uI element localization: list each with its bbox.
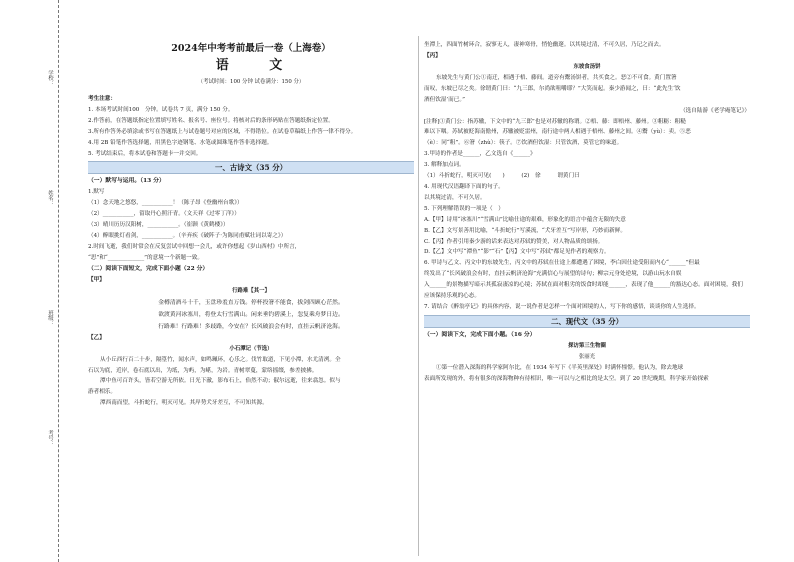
passage-marker: 【乙】	[88, 334, 105, 341]
article-author: 张丽光	[578, 353, 596, 360]
right-column	[424, 40, 750, 385]
question-text: （1）斗折蛇行，明灭可见( ) (2) 徐 谓黄门曰	[424, 173, 580, 180]
notice-heading: 考生注意：	[88, 96, 116, 102]
exam-meta: （考试时间：100 分钟 试卷满分：150 分）	[197, 79, 305, 85]
dictation-item: （2）___________，留取丹心照汗青。（文天祥《过零丁洋》）	[88, 211, 240, 218]
binding-label-id: 考号：	[47, 430, 53, 447]
notice-item: 5. 考试结束后，将本试卷和答题卡一并交回。	[88, 150, 202, 157]
binding-margin	[6, 0, 66, 562]
essay-line: 潭中鱼可百许头，皆若空游无所依。日光下澈，影布石上，佁然不动；俶尔远逝，往来翕忽。似与	[100, 378, 341, 385]
question-text: 以其境过清，不可久居。	[424, 194, 486, 201]
essay-line: 坐潭上，四面竹树环合，寂寥无人，凄神寒骨，悄怆幽邃。以其境过清，不可久居，乃记之而去。	[424, 42, 665, 48]
notice-item: 1. 本场考试时间100 分钟。试卷共 7 页，满分 150 分。	[88, 106, 234, 113]
question-text: 2.时间飞逝，我们时常会在反复尝试中回想一会儿，或许你想起《岁山西村》中所言，	[88, 243, 301, 250]
dictation-item: （3）晴川历历汉阳树，___________。（崔颢《黄鹤楼》）	[88, 222, 229, 229]
option-item: D.【乙】文中写“潭鱼”“影”“石”【丙】文中写“苏轼”都足见作者的观察力。	[424, 249, 610, 256]
essay-line: 石以为底，近岸，卷石底以出，为坻，为屿，为嵁，为岩。青树翠蔓，蒙络摇缀，参差披拂。	[88, 367, 318, 374]
poem-line: 金樽清酒斗十千，玉盘珍羞直万钱。停杯投箸不能食，拔剑四顾心茫然。	[158, 299, 344, 306]
notice-item: 4.用 2B 铅笔作答选择题，用黑色字迹钢笔、水笔或圆珠笔作答非选择题。	[88, 139, 273, 146]
question-text: 入______的景物描写暗示其孤寂凄凉的心境；苏轼在面对粗劣的饭食时却能______，表现了他______的豁达心态。面对困境，我们	[424, 282, 743, 289]
subject-title: 语 文	[215, 58, 301, 73]
note-line: 难以下咽。苏轼被贬海南儋州，苏辙被贬雷州，南行途中两人相遇于梧州、藤州之间。④鬻（yù）：卖。⑤恶	[424, 129, 691, 136]
poem-title: 行路难【其一】	[232, 287, 270, 294]
article-title: 探访第三生物圈	[568, 342, 606, 349]
question-text: 7. 请结合《醉翁亭记》的具体内容，说一说作者是怎样一个面对困境的人，写下你的感悟，谈谈你的人生选择。	[424, 303, 700, 310]
passage-line: 而叹，东坡已尽之矣。徐谓黄门曰：“九三郎，尔尚欲咀嚼耶？”大笑而起。秦少游闻之，曰：“此先生‘饮	[424, 85, 681, 92]
poem-line: 行路难！行路难！多歧路，今安在？长风破浪会有时，直挂云帆济沧海。	[158, 323, 344, 330]
binding-label-name: 姓名：	[47, 190, 53, 207]
question-text: 3. 解释加点词。	[424, 162, 465, 169]
note-line: [注释]①黄门公：指苏辙，下文中的“九三郎”也是对苏辙的称谓。②梧、藤：即梧州、藤州。③粗粝：粗糙	[424, 118, 686, 125]
dictation-item: （1）念天地之悠悠，___________！（陈子昂《登幽州台歌》）	[88, 200, 243, 207]
poem-line: 欲渡黄河冰塞川，将登太行雪满山。闲来垂钓碧溪上，忽复乘舟梦日边。	[158, 311, 344, 318]
binding-label-school: 学校：	[47, 70, 53, 87]
passage-source: （选自陆游《老学庵笔记》）	[680, 107, 750, 114]
question-text: “思”和“_____________”的意境一个新题一致。	[88, 254, 203, 261]
essay-line: 从小丘西行百二十步，隔篁竹，闻水声，如鸣珮环，心乐之。伐竹取道，下见小潭，水尤清冽。全	[100, 356, 341, 363]
article-line: ①第一位潜入深海的科学家阿尔比，在 1934 年写下《半英里深处》时满怀憧憬。他认为，除去地球	[436, 364, 684, 371]
question-group-heading: （一）默写与运用。（13 分）	[88, 178, 165, 185]
left-column	[88, 40, 414, 409]
question-text: 4. 用现代汉语翻译下面的句子。	[424, 183, 504, 190]
question-group-heading: （二）阅读下面短文，完成下面小题（22 分）	[88, 265, 209, 272]
section-bar-classics: 一、古诗文（35 分）	[88, 161, 414, 174]
question-group-heading: （一）阅读下文，完成下面小题。（16 分）	[424, 331, 536, 338]
note-line: （è）：同“粗”。⑥箸（zhù）：筷子。⑦饮酒但饮湿：只管饮酒，莫管它的味道。	[424, 140, 623, 147]
notice-item: 3.所有作答务必填涂或书写在答题纸上与试卷题号对应的区域，不得错位。在试卷草稿纸上作答一律不得分。	[88, 128, 357, 135]
passage-line: 东坡先生与黄门公①南迁，相遇于梧、藤间。道旁有鬻汤饼者，共买食之。恶②不可食。黄门置箸	[436, 74, 677, 81]
column-divider	[418, 36, 419, 556]
binding-dash-line	[58, 0, 59, 562]
option-item: A.【甲】诗用“冰塞川”“雪满山”比喻仕途的艰难，形象化的语言中蕴含无限的失意	[424, 216, 626, 223]
passage-line: 酒但饮湿’而已。”	[424, 96, 465, 103]
binding-label-class: 班级：	[47, 310, 53, 327]
question-label: 1.默写	[88, 189, 105, 196]
essay-line: 游者相乐。	[88, 389, 116, 396]
question-text: 终发出了“长风破浪会有时，直挂云帆济沧海”充满信心与展望的诗句；柳宗元身处逆境，以游山玩水自娱	[424, 271, 682, 278]
option-item: B.【乙】文写景善用比喻，“斗折蛇行”写溪流，“犬牙差互”写岸形，巧妙而新鲜。	[424, 227, 626, 234]
section-bar-modern: 二、现代文（35 分）	[424, 315, 750, 328]
question-text: 3.甲诗的作者是______，乙文选自《______》	[424, 151, 536, 158]
essay-title: 小石潭记（节选）	[229, 345, 273, 352]
passage-title: 东坡食汤饼	[573, 63, 601, 70]
option-item: C.【丙】作者引用秦少游的话来表达对苏轼的赞美，对人物品质的颂扬。	[424, 238, 604, 245]
question-text: 应该保持乐观的心态。	[424, 293, 480, 300]
exam-title: 2024年中考考前最后一卷（上海卷）	[171, 43, 331, 54]
essay-line: 潭西南而望，斗折蛇行，明灭可见。其岸势犬牙差互，不可知其源。	[100, 400, 268, 407]
passage-marker: 【丙】	[424, 52, 441, 59]
question-text: 6. 甲诗与乙文、丙文中的东坡先生，丙文中的苏轼在仕途上都遭遇了困境，李白因仕途受阻而内心“______”但最	[424, 260, 700, 267]
notice-item: 2.作答前，在答题纸指定位置填写姓名、报名号、座位号。将核对后的条形码贴在答题纸指定位置。	[88, 117, 334, 124]
article-line: 表面所发现的外，将有很多的深海物种有待相识，唯一可以与之相比的是太空。到了 20 世纪晚期，科学家开始探索	[424, 375, 709, 382]
dictation-item: （4）醉眼挑灯看剑，___________。（辛弃疾《破阵子·为陈同甫赋壮词以寄之》）	[88, 233, 287, 240]
question-text: 5. 下列理解错误的一项是（ ）	[424, 205, 504, 212]
passage-marker: 【甲】	[88, 276, 105, 283]
